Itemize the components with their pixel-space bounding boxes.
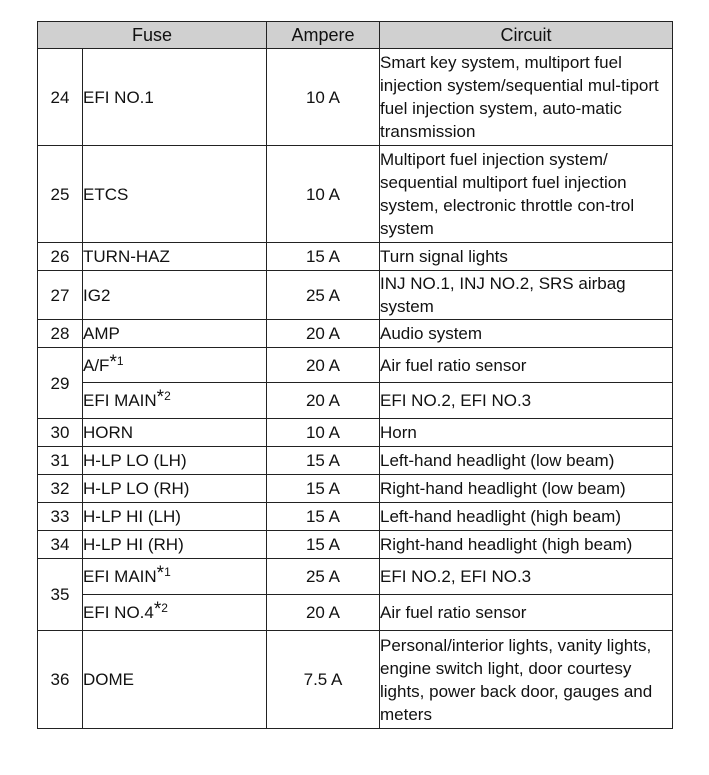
footnote-number: 2 <box>161 601 168 615</box>
fuse-ampere: 15 A <box>267 531 380 559</box>
fuse-ampere: 15 A <box>267 447 380 475</box>
fuse-name-text: ETCS <box>83 184 129 204</box>
fuse-name-text: A/F <box>83 355 110 375</box>
fuse-ampere: 25 A <box>267 559 380 595</box>
table-row <box>38 320 673 348</box>
fuse-circuit: Right-hand headlight (low beam) <box>380 475 673 503</box>
fuse-ampere: 15 A <box>267 475 380 503</box>
table-row <box>38 447 673 475</box>
fuse-name <box>83 531 267 559</box>
fuse-name <box>83 383 267 419</box>
asterisk-icon: * <box>109 351 117 373</box>
fuse-name-text: EFI MAIN <box>83 391 157 410</box>
fuse-circuit: EFI NO.2, EFI NO.3 <box>380 383 673 419</box>
fuse-name <box>83 320 267 348</box>
fuse-number: 36 <box>38 631 83 729</box>
fuse-ampere: 20 A <box>267 348 380 383</box>
fuse-name <box>83 348 267 383</box>
table-row <box>38 243 673 271</box>
fuse-name-text: AMP <box>83 324 120 343</box>
fuse-number: 26 <box>38 243 83 271</box>
table-row <box>38 595 673 631</box>
fuse-ampere: 10 A <box>267 419 380 447</box>
fuse-number: 30 <box>38 419 83 447</box>
fuse-number: 32 <box>38 475 83 503</box>
header-fuse: Fuse <box>38 22 267 49</box>
fuse-name-text: H-LP HI (RH) <box>83 535 184 554</box>
fuse-ampere: 20 A <box>267 320 380 348</box>
table-row <box>38 348 673 383</box>
table-row <box>38 503 673 531</box>
fuse-name-text: TURN-HAZ <box>83 247 170 266</box>
fuse-circuit: EFI NO.2, EFI NO.3 <box>380 559 673 595</box>
fuse-name-text: IG2 <box>83 285 111 305</box>
fuse-number: 34 <box>38 531 83 559</box>
header-circuit: Circuit <box>380 22 673 49</box>
fuse-circuit: Smart key system, multiport fuel injection system/sequential mul-tiport fuel injection system, auto-matic transmission <box>380 49 673 146</box>
fuse-ampere: 15 A <box>267 243 380 271</box>
fuse-circuit: Right-hand headlight (high beam) <box>380 531 673 559</box>
fuse-number: 29 <box>38 348 83 419</box>
fuse-circuit: Multiport fuel injection system/ sequential multiport fuel injection system, electronic throttle con-trol system <box>380 146 673 243</box>
fuse-number: 25 <box>38 146 83 243</box>
fuse-number: 31 <box>38 447 83 475</box>
fuse-ampere: 15 A <box>267 503 380 531</box>
footnote-mark <box>153 599 168 620</box>
table-row <box>38 631 673 729</box>
table-row <box>38 531 673 559</box>
fuse-circuit: Air fuel ratio sensor <box>380 348 673 383</box>
header-row <box>38 22 673 49</box>
fuse-name <box>83 271 267 320</box>
footnote-mark <box>156 387 171 408</box>
fuse-name <box>83 503 267 531</box>
fuse-circuit: Air fuel ratio sensor <box>380 595 673 631</box>
fuse-name-text: EFI NO.4 <box>83 603 154 622</box>
table-row <box>38 271 673 320</box>
fuse-name-text: H-LP HI (LH) <box>83 507 181 526</box>
fuse-circuit: Audio system <box>380 320 673 348</box>
table-row <box>38 419 673 447</box>
fuse-number: 28 <box>38 320 83 348</box>
footnote-number: 1 <box>164 565 171 579</box>
fuse-circuit: Personal/interior lights, vanity lights, engine switch light, door courtesy lights, power back door, gauges and meters <box>380 631 673 729</box>
fuse-name <box>83 447 267 475</box>
asterisk-icon: * <box>156 563 165 584</box>
fuse-circuit: Left-hand headlight (high beam) <box>380 503 673 531</box>
asterisk-icon: * <box>153 599 162 620</box>
fuse-name <box>83 243 267 271</box>
fuse-number: 35 <box>38 559 83 631</box>
fuse-ampere: 7.5 A <box>267 631 380 729</box>
table-row <box>38 49 673 146</box>
fuse-circuit: INJ NO.1, INJ NO.2, SRS airbag system <box>380 271 673 320</box>
fuse-name <box>83 146 267 243</box>
fuse-name-text: EFI MAIN <box>83 567 157 586</box>
footnote-mark <box>109 351 124 373</box>
fuse-ampere: 20 A <box>267 383 380 419</box>
fuse-number: 33 <box>38 503 83 531</box>
asterisk-icon: * <box>156 387 165 408</box>
fuse-ampere: 10 A <box>267 146 380 243</box>
fuse-name-text: EFI NO.1 <box>83 87 154 107</box>
fuse-ampere: 20 A <box>267 595 380 631</box>
fuse-circuit: Horn <box>380 419 673 447</box>
fuse-name <box>83 559 267 595</box>
fuse-name-text: HORN <box>83 423 134 442</box>
fuse-name <box>83 595 267 631</box>
header-ampere: Ampere <box>267 22 380 49</box>
fuse-name-text: H-LP LO (RH) <box>83 479 190 498</box>
footnote-number: 2 <box>164 389 171 403</box>
footnote-number: 1 <box>116 353 124 368</box>
fuse-ampere: 25 A <box>267 271 380 320</box>
footnote-mark <box>156 563 171 584</box>
fuse-name <box>83 49 267 146</box>
fuse-name-text: H-LP LO (LH) <box>83 451 187 470</box>
fuse-name <box>83 631 267 729</box>
table-row <box>38 146 673 243</box>
fuse-name-text: DOME <box>83 670 134 689</box>
fuse-number: 27 <box>38 271 83 320</box>
table-row <box>38 475 673 503</box>
fuse-circuit: Left-hand headlight (low beam) <box>380 447 673 475</box>
fuse-circuit: Turn signal lights <box>380 243 673 271</box>
table-row <box>38 383 673 419</box>
fuse-number: 24 <box>38 49 83 146</box>
fuse-name <box>83 475 267 503</box>
fuse-name <box>83 419 267 447</box>
table-row <box>38 559 673 595</box>
fuse-ampere: 10 A <box>267 49 380 146</box>
fuse-table <box>37 21 673 729</box>
fuse-table-body <box>38 49 673 729</box>
